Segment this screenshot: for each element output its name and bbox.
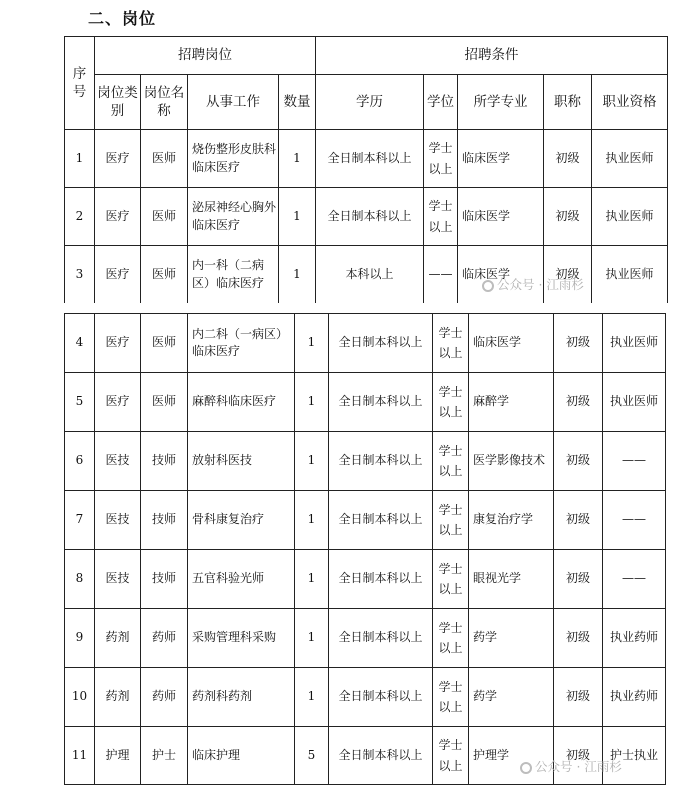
cell-count: 1	[295, 609, 329, 668]
cell-type: 药剂	[95, 668, 141, 727]
cell-edu: 全日制本科以上	[329, 491, 433, 550]
cell-name: 医师	[141, 130, 188, 188]
cell-major: 麻醉学	[469, 373, 554, 432]
cell-title: 初级	[554, 314, 603, 373]
cell-major: 临床医学	[458, 130, 544, 188]
header-title: 职称	[544, 75, 592, 130]
table-row	[65, 668, 666, 727]
cell-type: 医疗	[95, 130, 141, 188]
cell-edu: 全日制本科以上	[329, 668, 433, 727]
cell-name: 药师	[141, 668, 188, 727]
table-row	[65, 314, 666, 373]
cell-work: 放射科医技	[188, 432, 295, 491]
cell-edu: 全日制本科以上	[316, 130, 424, 188]
cell-type: 医技	[95, 432, 141, 491]
cell-work: 内一科（二病区）临床医疗	[188, 246, 279, 304]
cell-work: 药剂科药剂	[188, 668, 295, 727]
cell-edu: 全日制本科以上	[329, 550, 433, 609]
cell-title: 初级	[554, 491, 603, 550]
cell-no: 6	[65, 432, 95, 491]
cell-qual: 执业医师	[592, 130, 668, 188]
cell-degree: 学士以上	[433, 314, 469, 373]
cell-degree: 学士以上	[433, 432, 469, 491]
cell-name: 医师	[141, 373, 188, 432]
cell-no: 7	[65, 491, 95, 550]
cell-qual: 执业医师	[603, 314, 666, 373]
cell-no: 11	[65, 727, 95, 785]
cell-degree: 学士以上	[433, 609, 469, 668]
section-title: 二、岗位	[88, 9, 157, 28]
header-education: 学历	[316, 75, 424, 130]
cell-no: 8	[65, 550, 95, 609]
cell-no: 4	[65, 314, 95, 373]
page-break	[60, 303, 670, 313]
table-row	[65, 188, 668, 246]
cell-no: 1	[65, 130, 95, 188]
cell-work: 采购管理科采购	[188, 609, 295, 668]
table-row	[65, 550, 666, 609]
cell-name: 医师	[141, 314, 188, 373]
cell-name: 医师	[141, 188, 188, 246]
header-post-name: 岗位名称	[141, 75, 188, 130]
wechat-official-account-icon	[520, 762, 532, 774]
cell-count: 1	[295, 550, 329, 609]
header-qualification: 职业资格	[592, 75, 668, 130]
cell-work: 骨科康复治疗	[188, 491, 295, 550]
table-row	[65, 130, 668, 188]
cell-count: 1	[295, 373, 329, 432]
cell-work: 内二科（一病区）临床医疗	[188, 314, 295, 373]
watermark: 公众号 · 江雨杉	[482, 275, 584, 293]
header-major: 所学专业	[458, 75, 544, 130]
cell-degree: 学士以上	[433, 727, 469, 785]
table-row	[65, 609, 666, 668]
cell-major: 临床医学	[458, 246, 544, 304]
cell-title: 初级	[544, 246, 592, 304]
cell-qual: 执业药师	[603, 668, 666, 727]
cell-name: 医师	[141, 246, 188, 304]
cell-major: 药学	[469, 609, 554, 668]
cell-major: 眼视光学	[469, 550, 554, 609]
cell-title: 初级	[544, 188, 592, 246]
cell-work: 临床护理	[188, 727, 295, 785]
cell-qual: 执业药师	[603, 609, 666, 668]
cell-name: 护士	[141, 727, 188, 785]
cell-work: 泌尿神经心胸外 临床医疗	[188, 188, 279, 246]
cell-type: 医技	[95, 550, 141, 609]
cell-qual: 护士执业	[603, 727, 666, 785]
cell-count: 1	[279, 188, 316, 246]
cell-title: 初级	[554, 668, 603, 727]
table-row	[65, 373, 666, 432]
cell-work: 烧伤整形皮肤科 临床医疗	[188, 130, 279, 188]
header-group-post: 招聘岗位	[95, 37, 316, 75]
header-seq: 序号	[65, 37, 95, 130]
cell-name: 技师	[141, 550, 188, 609]
recruitment-table-page-1	[64, 36, 668, 304]
cell-title: 初级	[554, 609, 603, 668]
cell-degree: 学士以上	[424, 188, 458, 246]
cell-major: 护理学	[469, 727, 554, 785]
cell-count: 1	[295, 668, 329, 727]
cell-type: 药剂	[95, 609, 141, 668]
cell-degree: 学士以上	[433, 668, 469, 727]
cell-edu: 全日制本科以上	[329, 373, 433, 432]
table-row	[65, 727, 666, 785]
cell-major: 康复治疗学	[469, 491, 554, 550]
cell-major: 药学	[469, 668, 554, 727]
cell-edu: 全日制本科以上	[329, 314, 433, 373]
cell-degree: 学士以上	[424, 130, 458, 188]
cell-degree: 学士以上	[433, 373, 469, 432]
header-work: 从事工作	[188, 75, 279, 130]
header-count: 数量	[279, 75, 316, 130]
cell-qual: ——	[603, 491, 666, 550]
header-degree: 学位	[424, 75, 458, 130]
cell-major: 临床医学	[458, 188, 544, 246]
wechat-official-account-icon	[482, 280, 494, 292]
cell-count: 5	[295, 727, 329, 785]
cell-no: 10	[65, 668, 95, 727]
cell-major: 医学影像技术	[469, 432, 554, 491]
cell-count: 1	[295, 491, 329, 550]
cell-count: 1	[279, 130, 316, 188]
cell-name: 技师	[141, 491, 188, 550]
table-row	[65, 491, 666, 550]
cell-qual: 执业医师	[592, 246, 668, 304]
cell-type: 护理	[95, 727, 141, 785]
cell-no: 2	[65, 188, 95, 246]
cell-degree: 学士以上	[433, 491, 469, 550]
cell-major: 临床医学	[469, 314, 554, 373]
cell-type: 医疗	[95, 246, 141, 304]
cell-type: 医疗	[95, 373, 141, 432]
cell-edu: 全日制本科以上	[316, 188, 424, 246]
cell-count: 1	[295, 432, 329, 491]
cell-title: 初级	[554, 727, 603, 785]
cell-title: 初级	[554, 373, 603, 432]
cell-type: 医疗	[95, 188, 141, 246]
cell-type: 医技	[95, 491, 141, 550]
cell-count: 1	[295, 314, 329, 373]
cell-title: 初级	[554, 432, 603, 491]
cell-name: 技师	[141, 432, 188, 491]
cell-edu: 全日制本科以上	[329, 609, 433, 668]
recruitment-table-page-2	[64, 313, 666, 785]
cell-work: 五官科验光师	[188, 550, 295, 609]
cell-count: 1	[279, 246, 316, 304]
cell-no: 5	[65, 373, 95, 432]
cell-edu: 全日制本科以上	[329, 727, 433, 785]
watermark: 公众号 · 江雨杉	[520, 757, 622, 775]
cell-edu: 全日制本科以上	[329, 432, 433, 491]
cell-edu: 本科以上	[316, 246, 424, 304]
header-group-conditions: 招聘条件	[316, 37, 668, 75]
cell-degree: ——	[424, 246, 458, 304]
cell-qual: 执业医师	[592, 188, 668, 246]
cell-title: 初级	[544, 130, 592, 188]
cell-work: 麻醉科临床医疗	[188, 373, 295, 432]
cell-no: 9	[65, 609, 95, 668]
cell-no: 3	[65, 246, 95, 304]
table-row	[65, 432, 666, 491]
cell-type: 医疗	[95, 314, 141, 373]
cell-title: 初级	[554, 550, 603, 609]
cell-degree: 学士以上	[433, 550, 469, 609]
cell-qual: ——	[603, 432, 666, 491]
cell-qual: 执业医师	[603, 373, 666, 432]
cell-name: 药师	[141, 609, 188, 668]
cell-qual: ——	[603, 550, 666, 609]
header-post-type: 岗位类别	[95, 75, 141, 130]
